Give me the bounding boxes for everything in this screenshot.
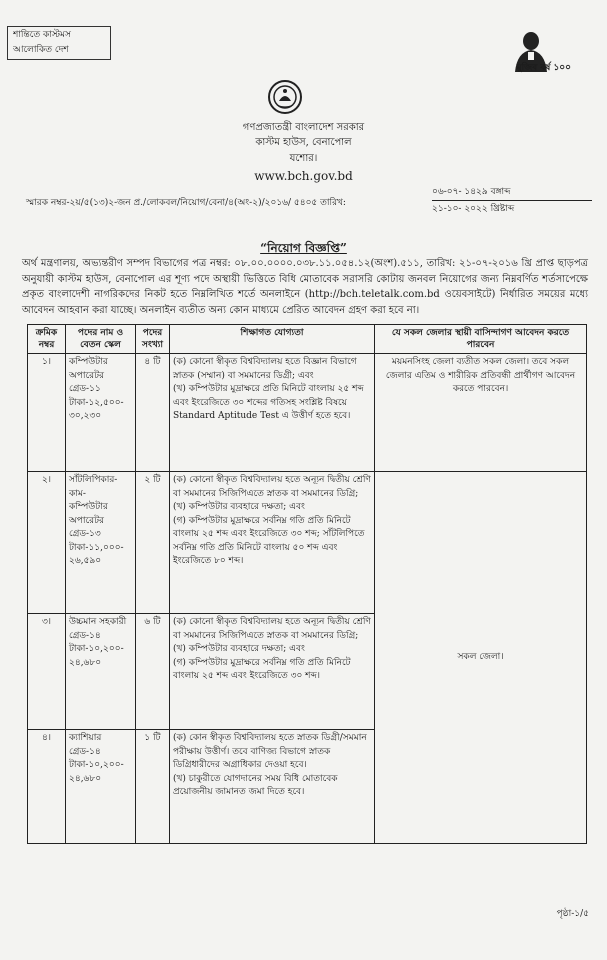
table-row	[28, 472, 587, 614]
row-qualification	[170, 354, 375, 472]
header-qualification: শিক্ষাগত যোগ্যতা	[170, 325, 375, 354]
memo-date-block	[432, 186, 592, 215]
row-districts: সকল জেলা।	[375, 472, 587, 844]
post-line: টাকা-১২,৫০০-	[69, 397, 124, 408]
post-line: গ্রেড-১৩	[69, 529, 101, 539]
header-government: গণপ্রজাতন্ত্রী বাংলাদেশ সরকার	[242, 122, 365, 133]
post-line: ৩০,২৩০	[69, 411, 102, 421]
customs-slogan-stamp	[7, 26, 111, 60]
table-row	[28, 354, 587, 472]
post-line: টাকা-১০,২০০-	[69, 760, 124, 770]
memo-date-english: ২১-১০- ২০২২ খ্রিষ্টাব্দ	[432, 204, 515, 214]
header-districts: যে সকল জেলার স্থায়ী বাসিন্দাগণ আবেদন করতে পারবেন	[375, 325, 587, 354]
post-line: ২৬,৫৯০	[69, 556, 102, 566]
memo-reference: স্মারক নম্বর-২য়/৫(১৩)২-জন প্র./লোকবল/নিয়োগ/বেনা/৪(অং-২)/২০১৬/ ৫৪০৫ তারিখ:	[26, 198, 346, 208]
row-serial: ৪।	[28, 730, 66, 844]
post-line: ক্যাশিয়ার	[69, 733, 102, 743]
qualification-item: (গ) কম্পিউটার মুদ্রাক্ষরে সর্বনিম্ন গতি প্রতি মিনিটে বাংলায় ২৫ শব্দ এবং ইংরেজিতে ৩০ শব্দ; সাঁটলিপিতে সর্বনিম্ন গতি প্রতি মিনিটে বাংলায় ৫০ শব্দ এবং ইংরেজিতে ৮০ শব্দ।	[173, 515, 365, 566]
date-divider	[432, 200, 592, 201]
qualification-item: (ক) কোনো স্বীকৃত বিশ্ববিদ্যালয় হতে বিজ্ঞান বিভাগে স্নাতক (সম্মান) বা সমমানের ডিগ্রী; এবং	[173, 357, 357, 381]
government-emblem-icon	[267, 79, 303, 115]
table-header-row	[28, 325, 587, 354]
qualification-item: (ক) কোনো স্বীকৃত বিশ্ববিদ্যালয় হতে অন্যূন দ্বিতীয় শ্রেণি বা সমমানের সিজিপিএতে স্নাতক বা সমমানের ডিগ্রি;	[173, 617, 371, 641]
post-line: অপারেটর	[69, 370, 104, 381]
row-count: ১ টি	[136, 730, 170, 844]
row-serial: ৩।	[28, 614, 66, 730]
row-serial: ২।	[28, 472, 66, 614]
row-qualification	[170, 472, 375, 614]
row-post	[66, 614, 136, 730]
post-line: সাঁটলিপিকার-কাম-	[69, 475, 118, 499]
qualification-item: (খ) কম্পিউটার ব্যবহারে দক্ষতা; এবং	[173, 644, 305, 654]
post-line: গ্রেড-১৪	[69, 746, 101, 757]
row-serial: ১।	[28, 354, 66, 472]
qualification-item: (খ) কম্পিউটার ব্যবহারে দক্ষতা; এবং	[173, 502, 305, 512]
post-line: টাকা-১০,২০০-	[69, 644, 124, 654]
memo-date-bangla: ০৬-০৭- ১৪২৯ বঙ্গাব্দ	[432, 187, 511, 197]
post-line: টাকা-১১,০০০-	[69, 542, 124, 553]
post-line: ২৪,৬৮০	[69, 773, 102, 784]
page-number: পৃষ্ঠা-১/৫	[556, 909, 589, 919]
post-line: কম্পিউটার	[69, 357, 108, 367]
row-count: ২ টি	[136, 472, 170, 614]
row-districts: ময়মনসিংহ জেলা ব্যতীত সকল জেলা। তবে সকল জেলার এতিম ও শারীরিক প্রতিবন্ধী প্রার্থীগণ আবেদন করতে পারবেন।	[375, 354, 587, 472]
qualification-item: (ক) কোন স্বীকৃত বিশ্ববিদ্যালয় হতে স্নাতক ডিগ্রী/সমমান পরীক্ষায় উত্তীর্ণ। তবে বাণিজ্য বিভাগে স্নাতক ডিগ্রিধারীদের অগ্রাধিকার দেওয়া হবে।	[173, 733, 367, 770]
post-line: গ্রেড-১১	[69, 384, 101, 394]
row-count: ৬ টি	[136, 614, 170, 730]
header-office: কাস্টম হাউস, বেনাপোল	[255, 137, 352, 148]
post-line: অপারেটর	[69, 515, 104, 526]
slogan-line-1: শান্তিতে কাস্টমস	[13, 30, 71, 40]
row-qualification	[170, 730, 375, 844]
header-location: যশোর।	[289, 153, 318, 164]
qualification-item: (খ) চাকুরীতে যোগদানের সময় বিধি মোতাবেক প্রয়োজনীয় জামানত জমা দিতে হবে।	[173, 773, 338, 797]
row-count: ৪ টি	[136, 354, 170, 472]
vacancy-table	[27, 324, 587, 844]
slogan-line-2: আলোকিত দেশ	[13, 45, 69, 55]
qualification-item: (খ) কম্পিউটার মুদ্রাক্ষরে প্রতি মিনিটে বাংলায় ২৫ শব্দ এবং ইংরেজিতে ৩০ শব্দের গতিসহ সংশ্লিষ্ট বিষয়ে Standard Aptitude Test এ উত্তীর্ণ হতে হবে।	[173, 384, 364, 421]
row-qualification	[170, 614, 375, 730]
qualification-item: (ক) কোনো স্বীকৃত বিশ্ববিদ্যালয় হতে অন্যূন দ্বিতীয় শ্রেণি বা সমমানের সিজিপিএতে স্নাতক বা সমমানের ডিগ্রি;	[173, 475, 371, 499]
notice-title-text: “নিয়োগ বিজ্ঞপ্তি”	[260, 241, 347, 255]
header-website: www.bch.gov.bd	[254, 169, 353, 183]
post-line: উচ্চমান সহকারী	[69, 617, 127, 627]
post-line: কম্পিউটার	[69, 502, 108, 512]
post-line: ২৪,৬৮০	[69, 657, 102, 668]
qualification-item: (গ) কম্পিউটার মুদ্রাক্ষরে সর্বনিম্ন গতি প্রতি মিনিটে বাংলায় ২৫ শব্দ এবং ইংরেজিতে ৩০ শব্দ।	[173, 657, 351, 681]
header-serial: ক্রমিক নম্বর	[28, 325, 66, 354]
notice-body: অর্থ মন্ত্রণালয়, অভ্যন্তরীণ সম্পদ বিভাগের পত্র নম্বর: ০৮.০০.০০০০.০৩৮.১১.০৫৪.১২(অংশ).৫১১, তারিখ: ২১-০৭-২০১৬ খ্রি প্রাপ্ত ছাড়পত্র অনুযায়ী কাস্টম হাউস, বেনাপোল এর শূণ্য পদে অস্থায়ী ভিত্তিতে বিধি মোতাবেক সরাসরি কোটায় জনবল নিয়োগের জন্য নিম্নবর্ণিত শর্তসাপেক্ষে প্রকৃত বাংলাদেশী নাগরিকদের নিকট হতে নিম্নলিখিত শর্তে অনলাইনে (http://bch.teletalk.com.bd ওয়েবসাইটে) নির্ধারিত সময়ের মধ্যে আবেদন আহবান করা যাচ্ছে। অনলাইন ব্যতীত অন্য কোন মাধ্যমে প্রেরিত আবেদন গ্রহণ করা হবে না।	[22, 258, 588, 316]
row-post	[66, 472, 136, 614]
header-post: পদের নাম ও বেতন স্কেল	[66, 325, 136, 354]
mujib-borsho-logo: মুজিব বর্ষ ১০০	[516, 63, 571, 73]
row-post	[66, 730, 136, 844]
row-post	[66, 354, 136, 472]
post-line: গ্রেড-১৪	[69, 630, 101, 641]
header-count: পদের সংখ্যা	[136, 325, 170, 354]
